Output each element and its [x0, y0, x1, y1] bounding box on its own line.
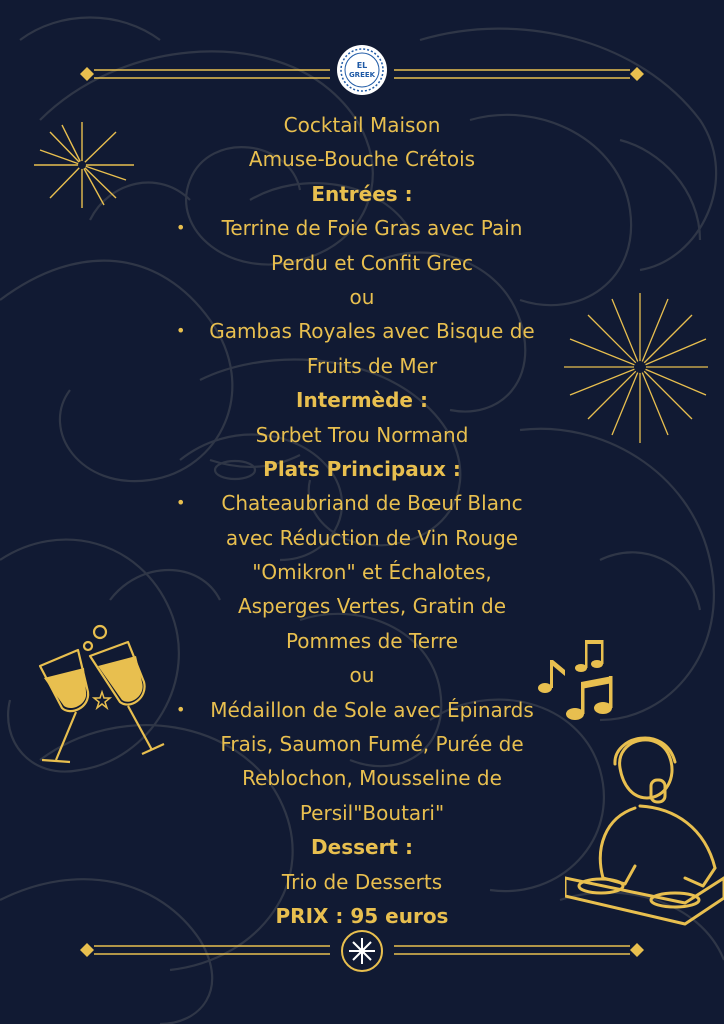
plat2-line1 [0, 693, 724, 727]
el-greek-logo [336, 44, 388, 96]
plat2-line3: Reblochon, Mousseline de [242, 766, 502, 791]
ou-2: ou [349, 663, 375, 688]
menu [0, 108, 724, 933]
plat1-line1 [0, 486, 724, 520]
bullet: • [176, 218, 186, 238]
entree1-line2: Perdu et Confit Grec [270, 250, 473, 275]
ou-1: ou [349, 284, 375, 309]
intermede-line: Sorbet Trou Normand [255, 422, 469, 447]
entrees-heading: Entrées : [311, 181, 413, 206]
dessert-heading: Dessert : [311, 835, 413, 860]
dessert-line: Trio de Desserts [281, 869, 443, 894]
bullet: • [176, 493, 186, 513]
logo-text-top: EL [356, 61, 368, 70]
plat2-line2: Frais, Saumon Fumé, Purée de [220, 732, 524, 757]
menu-line-cocktail: Cocktail Maison [283, 113, 441, 137]
entree2-line2: Fruits de Mer [306, 353, 438, 378]
plat1-line5: Pommes de Terre [285, 628, 459, 653]
entree1-line1 [0, 211, 724, 245]
bullet: • [176, 699, 186, 719]
star-icon [340, 929, 384, 973]
plats-heading: Plats Principaux : [263, 456, 461, 481]
entree1-text1: Terrine de Foie Gras avec Pain [221, 216, 523, 241]
price: PRIX : 95 euros [275, 903, 449, 928]
entree2-text1: Gambas Royales avec Bisque de [209, 319, 535, 344]
plat1-line4: Asperges Vertes, Gratin de [237, 594, 507, 619]
intermede-heading: Intermède : [296, 388, 428, 413]
logo-text-bottom: GREEK [348, 71, 376, 79]
plat1-line3: "Omikron" et Échalotes, [252, 560, 492, 585]
plat2-text1: Médaillon de Sole avec Épinards [210, 697, 534, 722]
plat1-line2: avec Réduction de Vin Rouge [225, 525, 519, 550]
entree2-line1 [0, 314, 724, 348]
menu-line-amuse: Amuse-Bouche Crétois [248, 147, 476, 172]
plat2-line4: Persil"Boutari" [299, 800, 445, 825]
bullet: • [176, 321, 186, 341]
plat1-text1: Chateaubriand de Bœuf Blanc [221, 491, 523, 516]
